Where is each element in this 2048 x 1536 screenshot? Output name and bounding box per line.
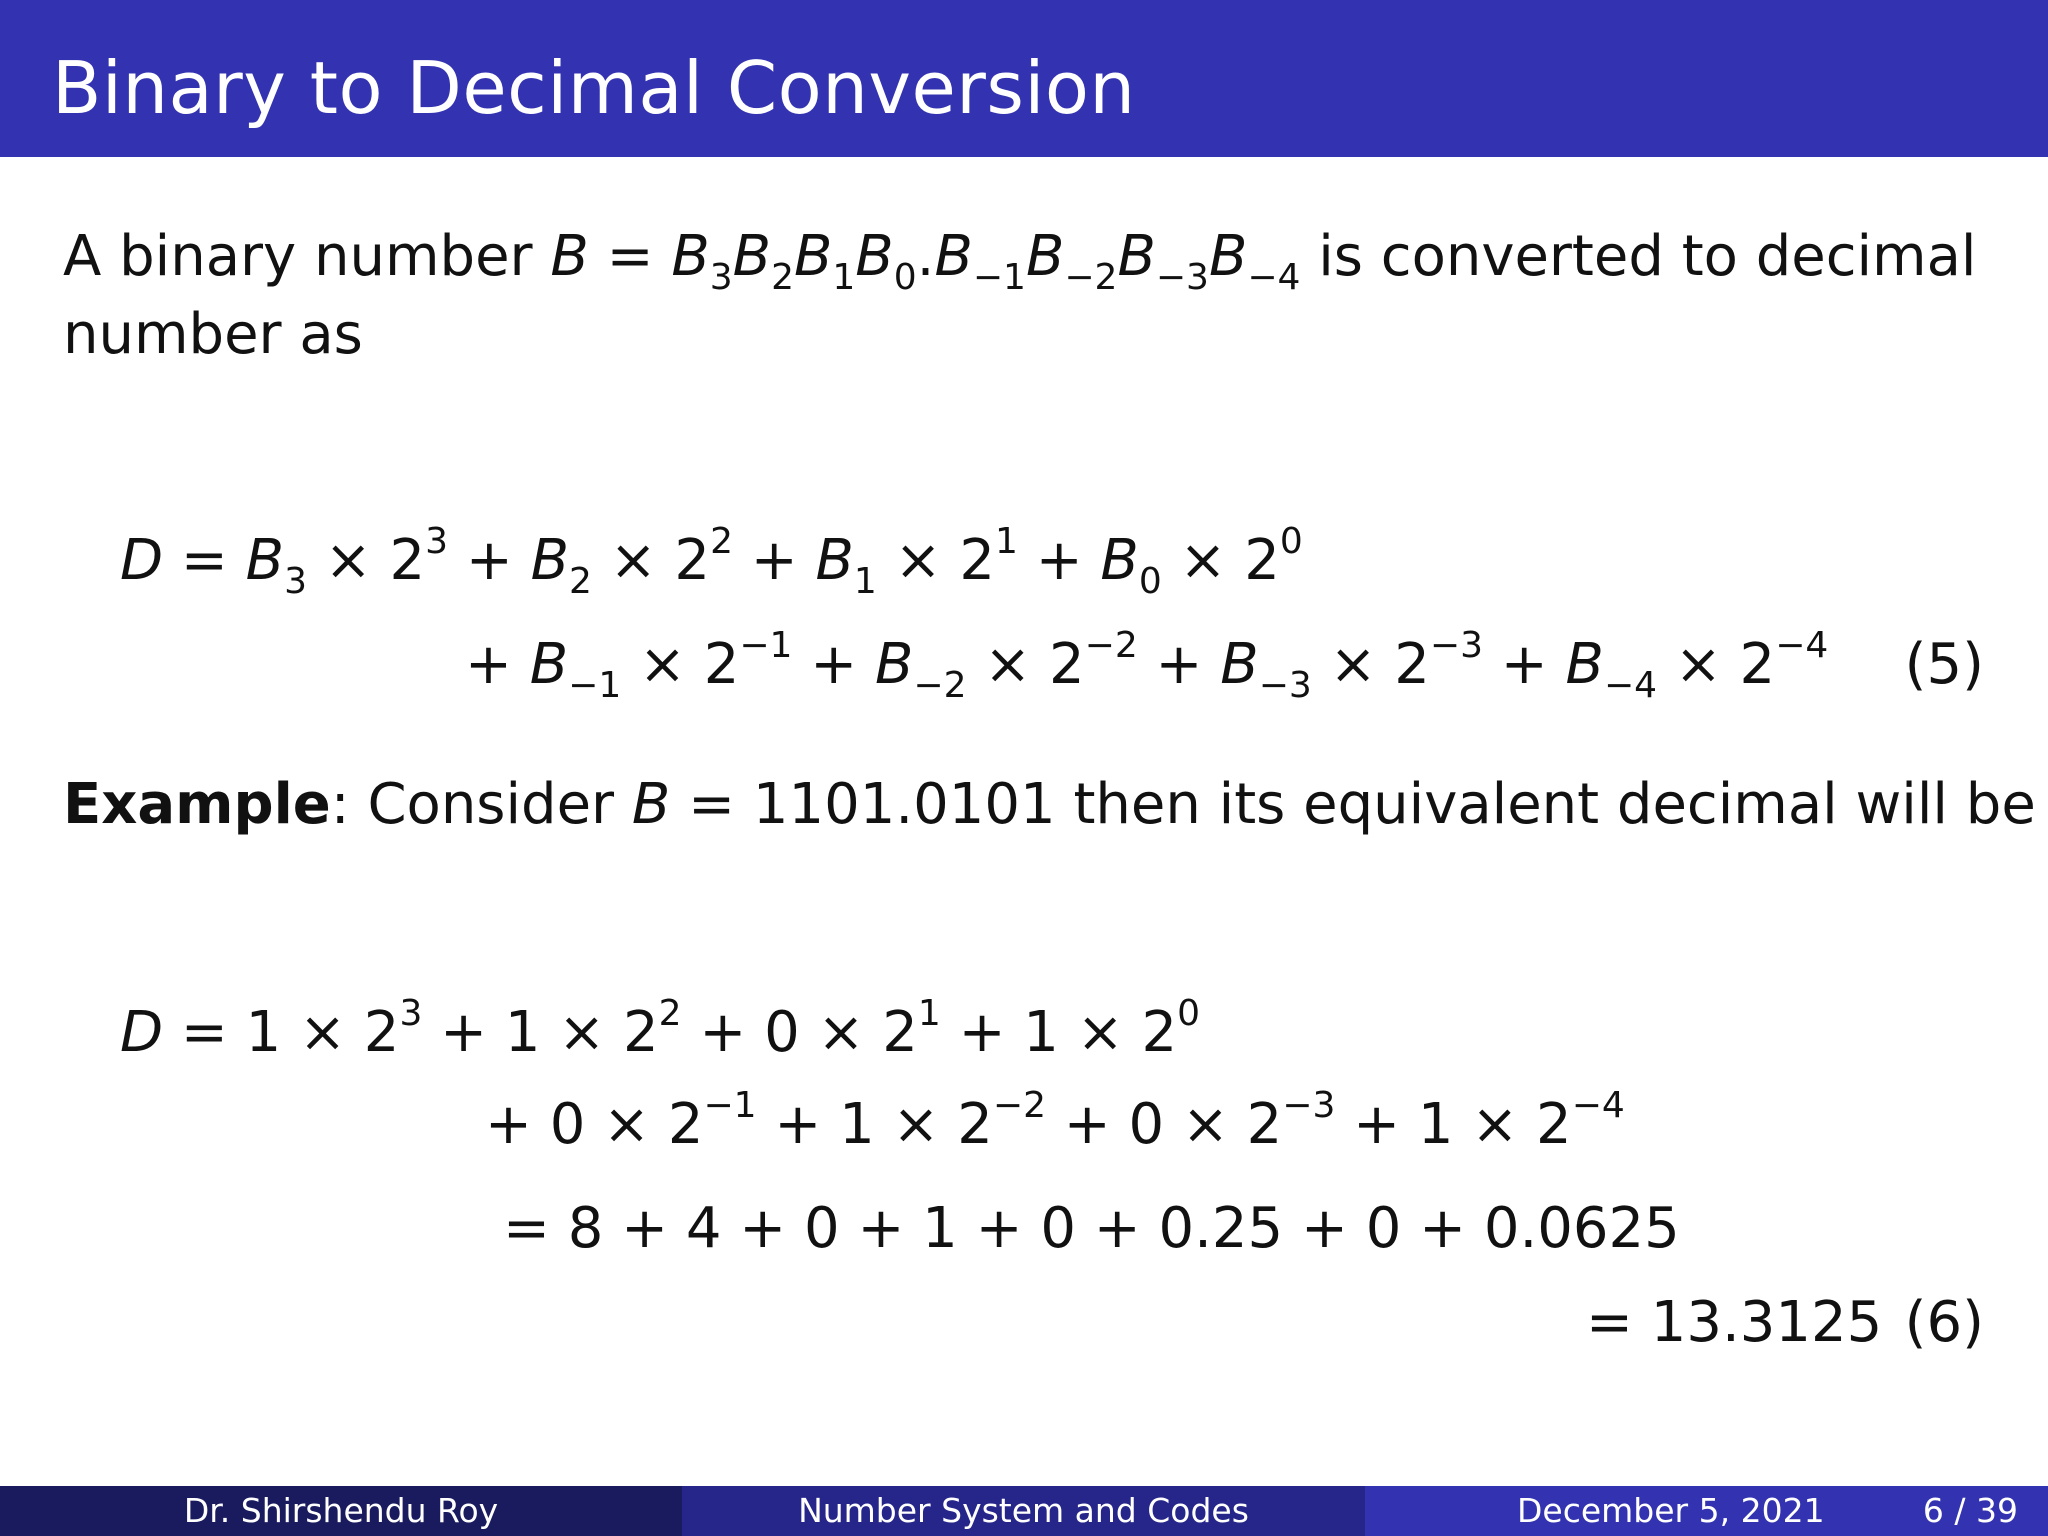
- equation-6-number: (6): [1904, 1290, 1984, 1355]
- title-bar: [0, 0, 2048, 157]
- intro-text-after: is converted to decimal: [1300, 224, 1977, 289]
- intro-paragraph: [63, 218, 1983, 296]
- slide-title: Binary to Decimal Conversion: [52, 46, 1136, 130]
- example-text-after: then its equivalent decimal will be: [1055, 772, 2036, 837]
- binary-number-formula: $B = B_3B_2B_1B_0.B_{-1}B_{-2}B_{-3}B_{-4}$: [550, 224, 1301, 298]
- equation-6-result-line: = 13.3125: [1586, 1290, 1883, 1355]
- equation-5-number: (5): [1904, 632, 1984, 697]
- example-value: 1101.0101: [752, 772, 1056, 837]
- equation-6-line-2: + $0 \times 2^{-1} + 1 \times 2^{-2} + 0 \times 2^{-3} + 1 \times 2^{-4}$: [485, 1085, 1625, 1157]
- intro-line-2: number as: [63, 302, 363, 367]
- footer-course: Number System and Codes: [682, 1486, 1365, 1536]
- equation-5-line-2: + $B_{-1} \times 2^{-1} + B_{-2} \times 2^{-2} + B_{-3} \times 2^{-3} + B_{-4} \times 2^{-4}$: [465, 625, 1829, 706]
- footer-page-number: 6 / 39: [1922, 1491, 2018, 1530]
- intro-text-before: A binary number: [63, 224, 551, 289]
- equation-6-sum-line: = 8 + 4 + 0 + 1 + 0 + 0.25 + 0 + 0.0625: [503, 1196, 1680, 1261]
- equation-5-line-1: $D = B_3 \times 2^3 + B_2 \times 2^2 + B_1 \times 2^1 + B_0 \times 2^0$: [120, 521, 1303, 602]
- equation-6-line-1: $D = 1 \times 2^3 + 1 \times 2^2 + 0 \times 2^1 + 1 \times 2^0$: [120, 993, 1200, 1065]
- footer-author: Dr. Shirshendu Roy: [0, 1486, 682, 1536]
- footer-right: [1365, 1486, 2048, 1536]
- slide-footer: [0, 1486, 2048, 1536]
- example-text: : Consider: [330, 772, 632, 837]
- footer-date: December 5, 2021: [1517, 1491, 1825, 1530]
- example-paragraph: Example: Consider B = 1101.0101 then its equivalent decimal will be: [63, 772, 2036, 837]
- example-label: Example: [63, 772, 331, 837]
